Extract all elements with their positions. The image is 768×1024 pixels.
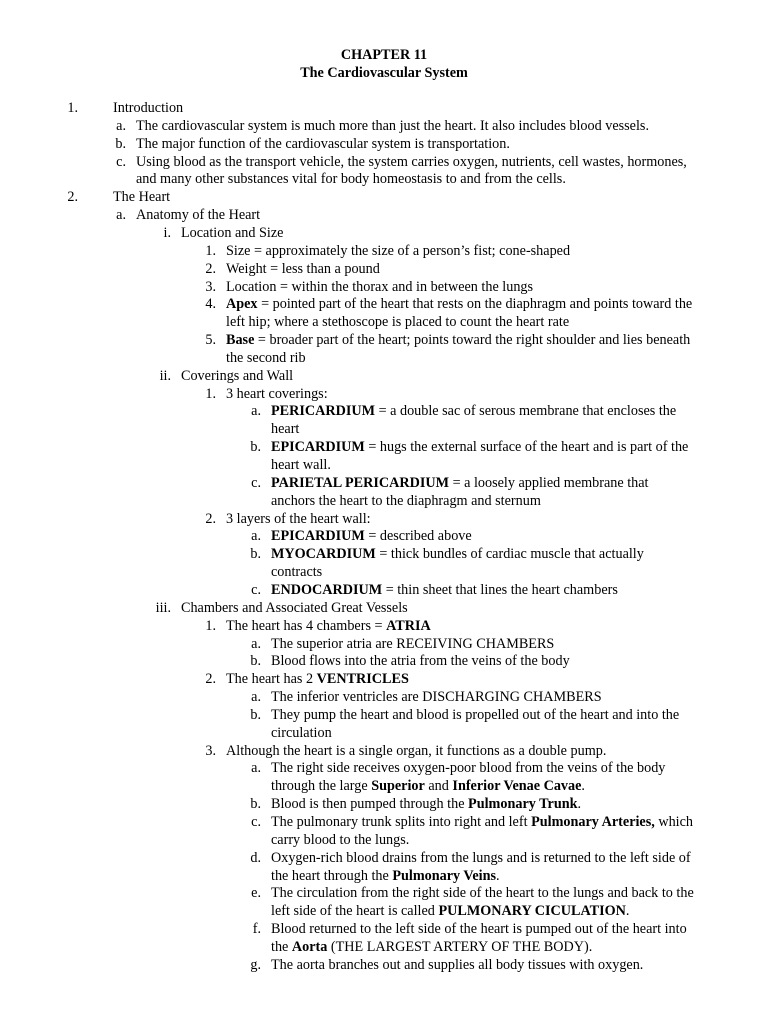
list-marker: d. <box>250 849 261 866</box>
line-text <box>271 403 676 421</box>
line-text <box>271 457 331 475</box>
line-text <box>226 350 306 368</box>
line-text <box>271 653 570 671</box>
text-run: Size = approximately the size of a person’s fist; cone-shaped <box>226 242 571 259</box>
text-run: The right side receives oxygen-poor blood from the veins of the body <box>271 760 666 777</box>
text-run: = a loosely applied membrane that <box>449 474 649 491</box>
text-run: Although the heart is a single organ, it functions as a double pump. <box>226 742 607 759</box>
text-run: The Heart <box>113 189 171 206</box>
bold-term: Apex <box>226 296 258 313</box>
text-run: contracts <box>271 564 323 581</box>
text-run: Coverings and Wall <box>181 367 294 384</box>
list-marker: b. <box>115 135 126 152</box>
bold-term: Aorta <box>291 938 328 955</box>
bold-term: PARIETAL PERICARDIUM <box>271 474 450 491</box>
bold-term: EPICARDIUM <box>271 528 365 545</box>
text-run: and <box>424 778 453 795</box>
line-text <box>271 421 299 439</box>
list-marker: g. <box>250 956 261 973</box>
bold-term: MYOCARDIUM <box>271 546 376 563</box>
list-marker: c. <box>251 474 261 491</box>
bold-term: ENDOCARDIUM <box>271 581 383 598</box>
list-marker: 1. <box>205 385 216 402</box>
list-marker: iii. <box>155 599 171 616</box>
line-text <box>226 261 380 279</box>
text-run: . <box>496 867 500 884</box>
list-marker: c. <box>116 153 126 170</box>
line-text <box>226 671 409 689</box>
line-text <box>271 885 694 903</box>
line-text <box>226 386 328 404</box>
list-marker: b. <box>250 653 261 670</box>
text-run: The major function of the cardiovascular system is transportation. <box>136 135 510 152</box>
line-text <box>136 136 510 154</box>
text-run: Oxygen-rich blood drains from the lungs and is returned to the left side of <box>271 849 691 866</box>
list-marker: b. <box>250 706 261 723</box>
list-marker: 1. <box>67 100 78 116</box>
line-text <box>226 243 570 261</box>
list-marker: a. <box>116 207 126 224</box>
chapter-title: The Cardiovascular System <box>300 65 468 81</box>
bold-term: PULMONARY CICULATION <box>438 903 626 920</box>
bold-term: VENTRICLES <box>316 671 409 688</box>
bold-term: EPICARDIUM <box>271 439 365 456</box>
text-run: circulation <box>271 724 332 741</box>
list-marker: a. <box>251 760 261 777</box>
list-marker: 4. <box>205 296 216 313</box>
line-text <box>181 600 408 618</box>
text-run: 3 heart coverings: <box>226 385 328 402</box>
text-run: The heart has 2 <box>226 671 317 688</box>
line-text <box>271 868 500 886</box>
text-run: = described above <box>364 528 472 545</box>
list-marker: b. <box>250 796 261 813</box>
text-run: = hugs the external surface of the heart and is part of the <box>364 439 689 456</box>
text-run: They pump the heart and blood is propelled out of the heart and into the <box>271 706 680 723</box>
line-text <box>226 314 569 332</box>
text-run: heart <box>271 421 300 438</box>
list-marker: b. <box>250 546 261 563</box>
text-run: The superior atria are RECEIVING CHAMBERS <box>271 635 555 652</box>
list-marker: 1. <box>205 617 216 634</box>
text-run: the second rib <box>226 349 306 366</box>
list-marker: 3. <box>205 278 216 295</box>
text-run: The pulmonary trunk splits into right and left <box>271 814 532 830</box>
line-text <box>271 832 409 850</box>
line-text <box>226 511 371 529</box>
text-run: left side of the heart is called <box>271 903 439 920</box>
bold-term: Inferior Venae Cavae <box>452 778 582 795</box>
line-text <box>136 118 649 136</box>
bold-term: Superior <box>371 778 425 795</box>
list-marker: 2. <box>205 671 216 688</box>
text-run: Blood flows into the atria from the veins of the body <box>271 653 570 670</box>
line-text <box>181 225 283 243</box>
line-text <box>271 957 643 975</box>
line-text <box>271 921 687 939</box>
line-text <box>226 743 606 761</box>
text-run: The aorta branches out and supplies all body tissues with oxygen. <box>271 956 644 973</box>
line-text <box>226 296 692 314</box>
list-marker: c. <box>251 581 261 598</box>
text-run: heart wall. <box>271 457 331 473</box>
text-run: the heart through the <box>271 867 393 884</box>
text-run: through the large <box>271 778 372 795</box>
text-run: . <box>625 903 630 920</box>
line-text <box>271 796 581 814</box>
list-marker: a. <box>251 689 261 706</box>
text-run: The inferior ventricles are DISCHARGING CHAMBERS <box>271 689 602 706</box>
bold-term: ATRIA <box>386 617 431 634</box>
text-run: Chambers and Associated Great Vessels <box>181 599 408 616</box>
list-marker: b. <box>250 439 261 456</box>
text-run: = a double sac of serous membrane that encloses the <box>375 403 677 420</box>
list-marker: ii. <box>159 367 171 384</box>
text-run: Anatomy of the Heart <box>136 207 261 224</box>
line-text <box>271 475 649 493</box>
line-text <box>271 689 602 707</box>
text-run: which <box>654 814 694 830</box>
line-text <box>271 814 693 832</box>
list-marker: f. <box>252 921 261 938</box>
text-run: Blood is then pumped through the <box>271 796 469 813</box>
line-text <box>136 154 687 172</box>
list-marker: c. <box>251 814 261 830</box>
line-text <box>271 707 679 725</box>
text-run: the <box>271 938 292 955</box>
line-text <box>113 100 183 118</box>
list-marker: a. <box>116 117 126 134</box>
list-marker: 3. <box>205 742 216 759</box>
list-marker: 2. <box>67 189 78 206</box>
list-marker: a. <box>251 403 261 420</box>
list-marker: i. <box>163 224 171 241</box>
list-marker: 1. <box>205 242 216 259</box>
text-run: . <box>581 778 585 795</box>
line-text <box>271 582 618 600</box>
line-text <box>226 618 431 636</box>
bold-term: Pulmonary Trunk <box>468 796 578 813</box>
list-marker: e. <box>251 885 261 902</box>
line-text <box>271 778 585 796</box>
line-text <box>226 332 690 350</box>
text-run: carry blood to the lungs. <box>271 831 410 848</box>
text-run: and many other substances vital for body homeostasis to and from the cells. <box>136 171 566 188</box>
list-marker: 2. <box>205 260 216 277</box>
text-run: left hip; where a stethoscope is placed to count the heart rate <box>226 314 570 331</box>
text-run: The circulation from the right side of the heart to the lungs and back to the <box>271 885 694 902</box>
text-run: Introduction <box>113 100 184 116</box>
text-run: (THE LARGEST ARTERY OF THE BODY). <box>327 938 593 955</box>
bold-term: Pulmonary Arteries, <box>531 814 655 830</box>
line-text <box>271 850 691 868</box>
text-run: Blood returned to the left side of the heart is pumped out of the heart into <box>271 921 687 938</box>
line-text <box>271 439 688 457</box>
bold-term: Pulmonary Veins <box>392 867 497 884</box>
line-text <box>226 279 533 297</box>
line-text <box>181 368 293 386</box>
text-run: 3 layers of the heart wall: <box>226 510 371 527</box>
list-marker: 5. <box>205 332 216 349</box>
chapter-number: CHAPTER 11 <box>340 47 428 63</box>
line-text <box>271 725 332 743</box>
line-text <box>271 546 644 564</box>
text-run: . <box>577 796 582 813</box>
text-run: = thick bundles of cardiac muscle that actually <box>375 546 644 563</box>
bold-term: PERICARDIUM <box>271 403 376 420</box>
text-run: = thin sheet that lines the heart chambers <box>382 581 618 598</box>
text-run: The cardiovascular system is much more than just the heart. It also includes blood vessels. <box>136 117 649 134</box>
line-text <box>271 528 472 546</box>
text-run: The heart has 4 chambers = <box>226 617 387 634</box>
line-text <box>271 939 592 957</box>
line-text <box>113 189 170 207</box>
text-run: Location = within the thorax and in between the lungs <box>226 278 534 295</box>
text-run: = pointed part of the heart that rests on the diaphragm and points toward the <box>257 296 693 313</box>
text-run: Location and Size <box>181 224 284 241</box>
text-run: Weight = less than a pound <box>226 260 380 277</box>
list-marker: a. <box>251 528 261 545</box>
line-text <box>136 207 260 225</box>
line-text <box>271 760 665 778</box>
bold-term: Base <box>226 332 255 349</box>
line-text <box>136 171 566 189</box>
list-marker: a. <box>251 635 261 652</box>
line-text <box>271 636 554 654</box>
line-text <box>271 493 541 511</box>
line-text <box>271 564 322 582</box>
text-run: anchors the heart to the diaphragm and sternum <box>271 492 541 509</box>
line-text <box>271 903 629 921</box>
text-run: Using blood as the transport vehicle, the system carries oxygen, nutrients, cell wastes, hormones, <box>136 153 687 170</box>
list-marker: 2. <box>205 510 216 527</box>
text-run: = broader part of the heart; points toward the right shoulder and lies beneath <box>254 332 691 349</box>
